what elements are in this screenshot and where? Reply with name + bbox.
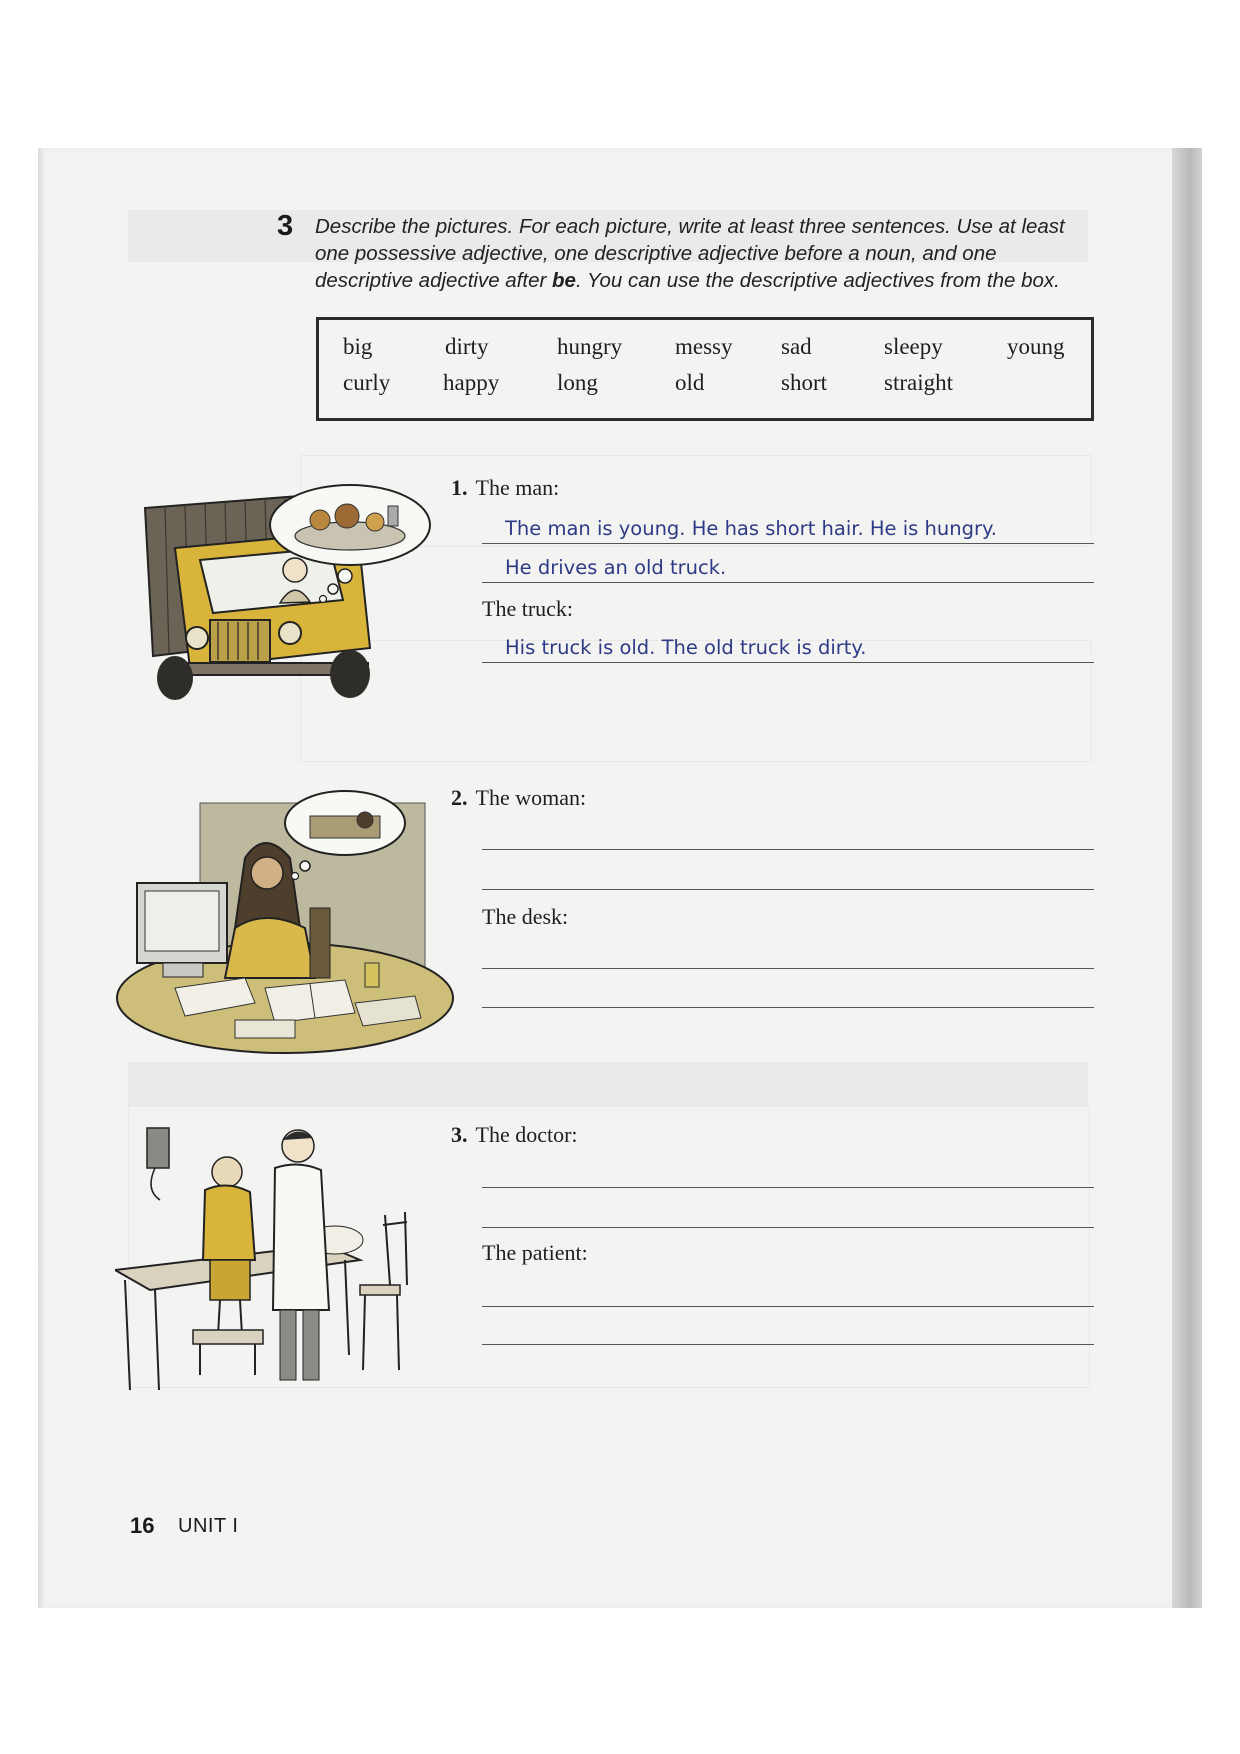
word-box-word: big [343, 334, 373, 359]
word-box-word: young [1007, 334, 1065, 359]
item-subject-2: The patient: [482, 1240, 588, 1265]
doctor-patient-illustration [115, 1120, 455, 1410]
word-box-word: short [781, 370, 827, 395]
instruction-text-end: . You can use the descriptive adjectives from the box. [575, 269, 1060, 292]
item-3-label [451, 1122, 578, 1148]
handwritten-answer: His truck is old. The old truck is dirty. [505, 636, 867, 659]
exercise-instructions [315, 213, 1095, 294]
answer-line [482, 1227, 1094, 1228]
instruction-text: Describe the pictures. For each picture, write at least three sentences. Use at least one possessive adjective, one descriptive adjective before a noun, and one descriptive adjective after [315, 215, 1065, 292]
page-number: 16 [130, 1513, 155, 1538]
item-2-label [451, 785, 586, 811]
page-left-edge [38, 148, 46, 1608]
word-box-word: happy [443, 370, 500, 395]
word-box-word: hungry [557, 334, 623, 359]
item-number: 2. [451, 785, 468, 810]
item-number: 1. [451, 475, 468, 500]
answer-line [482, 1007, 1094, 1008]
answer-line [482, 1187, 1094, 1188]
answer-line [482, 968, 1094, 969]
item-1-label [451, 475, 559, 501]
word-box-word: sleepy [884, 334, 943, 359]
answer-line [482, 889, 1094, 890]
answer-line [482, 582, 1094, 583]
word-box-word: long [557, 370, 598, 395]
answer-line [482, 849, 1094, 850]
item-subject: The woman: [475, 785, 587, 810]
answer-line [482, 1306, 1094, 1307]
word-box-word: messy [675, 334, 733, 359]
show-through-band [128, 1062, 1088, 1106]
instruction-bold-word: be [552, 269, 576, 292]
binding-shadow [1172, 148, 1202, 1608]
unit-label: UNIT I [178, 1515, 239, 1537]
word-box-word: straight [884, 370, 953, 395]
word-box-word: old [675, 370, 705, 395]
item-subject: The man: [475, 475, 560, 500]
word-box-word: dirty [445, 334, 489, 359]
word-box-word: curly [343, 370, 391, 395]
tired-woman-desk-illustration [115, 788, 455, 1058]
item-subject: The doctor: [475, 1122, 578, 1147]
item-subject-2: The desk: [482, 904, 569, 929]
word-box-word: sad [781, 334, 812, 359]
handwritten-answer: The man is young. He has short hair. He is hungry. [505, 517, 997, 540]
item-number: 3. [451, 1122, 468, 1147]
handwritten-answer: He drives an old truck. [505, 556, 727, 579]
answer-line [482, 543, 1094, 544]
truck-driver-illustration [105, 478, 455, 728]
exercise-number: 3 [277, 210, 294, 242]
adjective-word-box [316, 317, 1094, 421]
item-subject-2: The truck: [482, 596, 574, 621]
answer-line [482, 1344, 1094, 1345]
answer-line [482, 662, 1094, 663]
